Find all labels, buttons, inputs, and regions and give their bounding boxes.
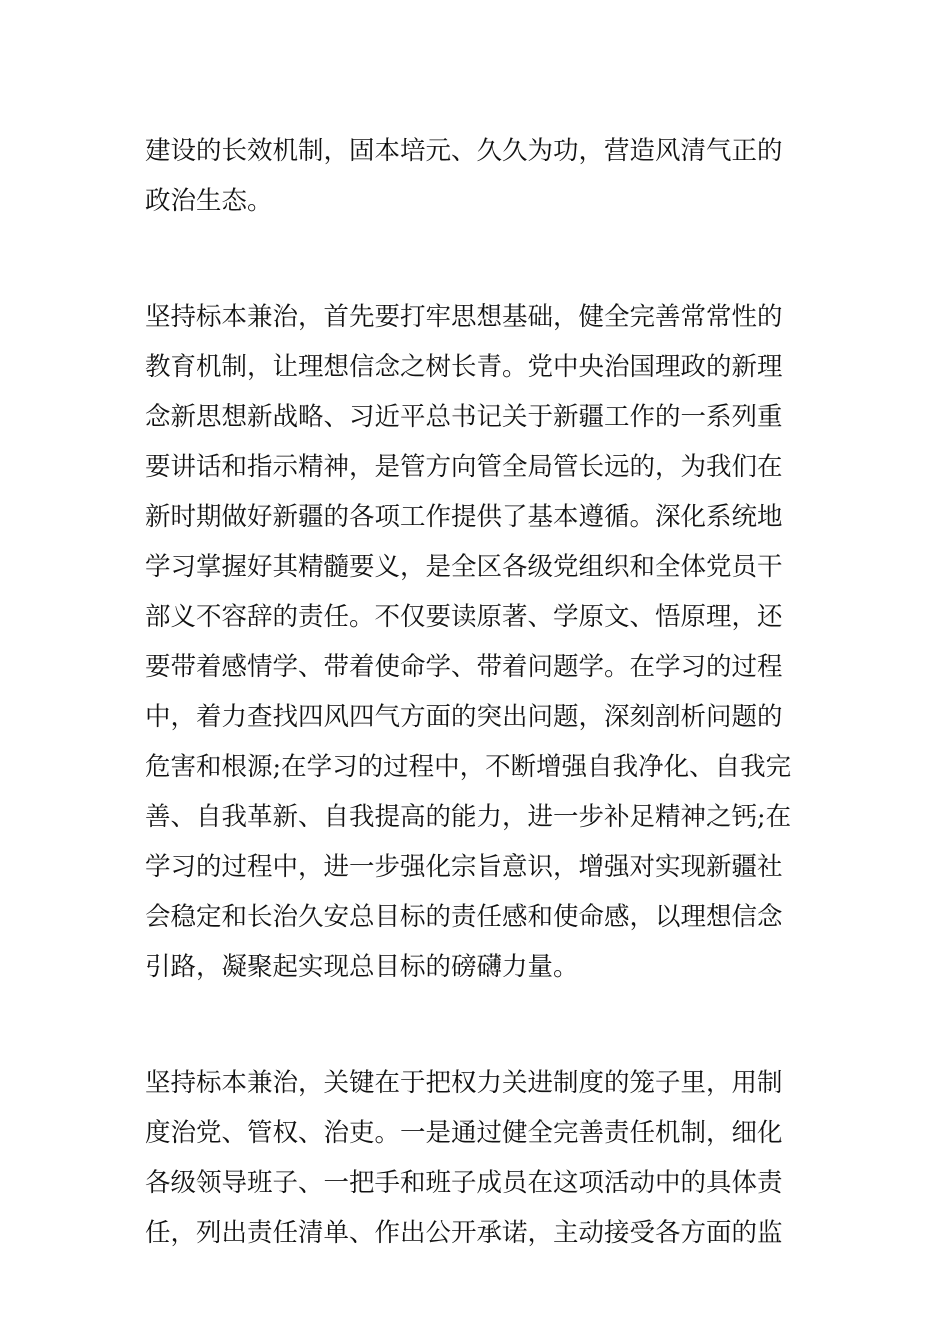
- text-line: 任，列出责任清单、作出公开承诺，主动接受各方面的监: [145, 1218, 783, 1248]
- text-line: 中，着力查找四风四气方面的突出问题，深刻剖析问题的: [145, 702, 783, 732]
- paragraph-1: [145, 126, 815, 226]
- text-line: 学习掌握好其精髓要义，是全区各级党组织和全体党员干: [145, 552, 783, 582]
- text-line: 善、自我革新、自我提高的能力，进一步补足精神之钙;在: [145, 802, 792, 832]
- text-line: 引路，凝聚起实现总目标的磅礴力量。: [145, 952, 579, 982]
- text-line: 教育机制，让理想信念之树长青。党中央治国理政的新理: [145, 352, 783, 382]
- paragraph-3: [145, 1058, 815, 1258]
- document-body: [145, 126, 815, 1258]
- text-line: 部义不容辞的责任。不仅要读原著、学原文、悟原理，还: [145, 602, 783, 632]
- text-line: 新时期做好新疆的各项工作提供了基本遵循。深化系统地: [145, 502, 783, 532]
- text-line: 学习的过程中，进一步强化宗旨意识，增强对实现新疆社: [145, 852, 783, 882]
- text-line: 要带着感情学、带着使命学、带着问题学。在学习的过程: [145, 652, 783, 682]
- text-line: 坚持标本兼治，关键在于把权力关进制度的笼子里，用制: [145, 1068, 783, 1098]
- text-line: 坚持标本兼治，首先要打牢思想基础，健全完善常常性的: [145, 302, 783, 332]
- text-line: 念新思想新战略、习近平总书记关于新疆工作的一系列重: [145, 402, 783, 432]
- text-line: 要讲话和指示精神，是管方向管全局管长远的，为我们在: [145, 452, 783, 482]
- paragraph-2: [145, 292, 815, 992]
- text-line: 度治党、管权、治吏。一是通过健全完善责任机制，细化: [145, 1118, 783, 1148]
- text-line: 各级领导班子、一把手和班子成员在这项活动中的具体责: [145, 1168, 783, 1198]
- text-line: 政治生态。: [145, 186, 273, 216]
- text-line: 危害和根源;在学习的过程中，不断增强自我净化、自我完: [145, 752, 792, 782]
- text-line: 建设的长效机制，固本培元、久久为功，营造风清气正的: [145, 136, 783, 166]
- text-line: 会稳定和长治久安总目标的责任感和使命感，以理想信念: [145, 902, 783, 932]
